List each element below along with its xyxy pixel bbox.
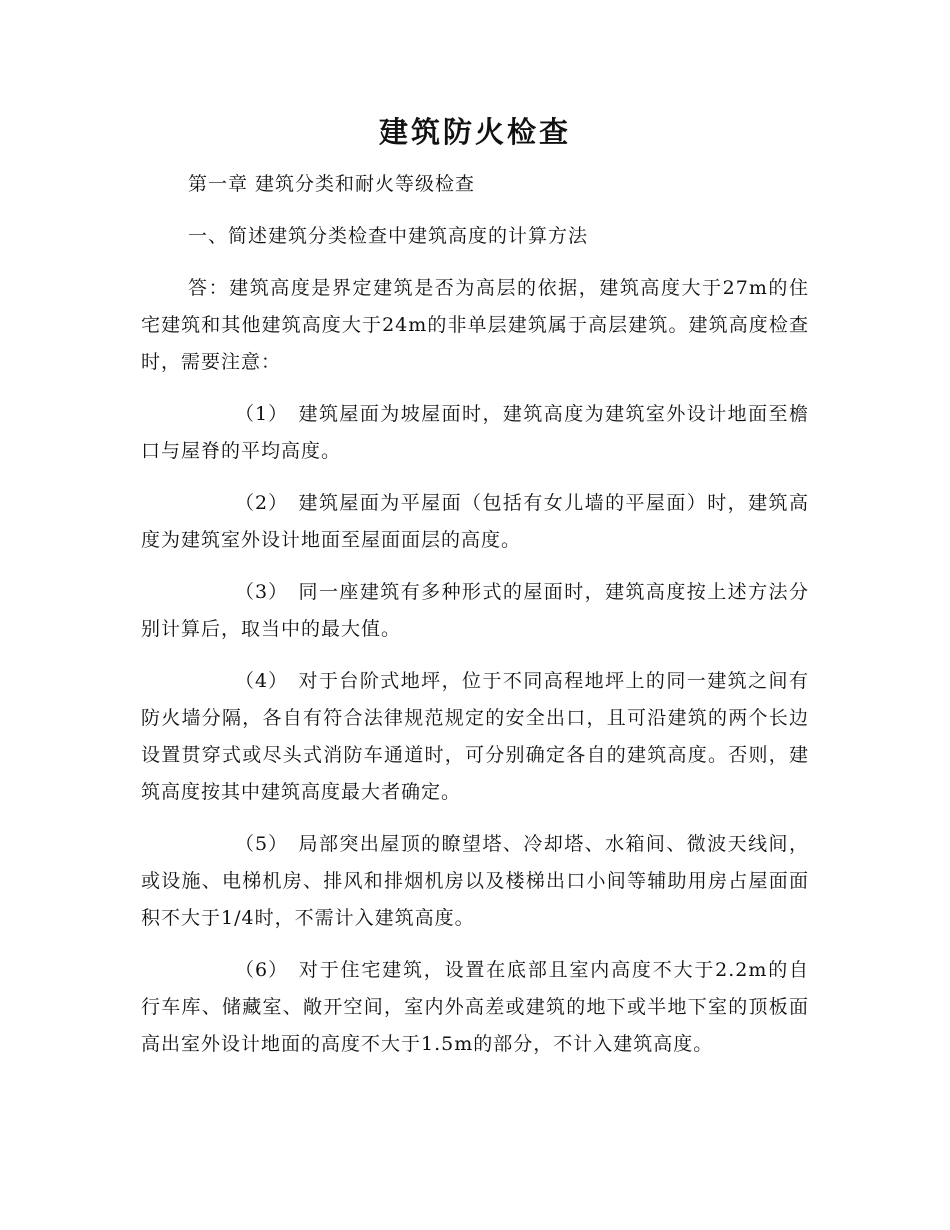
document-title: 建筑防火检查 <box>378 115 571 149</box>
list-item-text: 对于住宅建筑，设置在底部且室内高度不大于2.2m的自行车库、储藏室、敞开空间，室内外高差或建筑的地下或半地下室的顶板面高出室外设计地面的高度不大于1.5m的部分，不计入建筑高度。 <box>141 959 809 1055</box>
list-item <box>141 485 809 559</box>
list-item <box>141 952 809 1063</box>
chapter-heading: 第一章 建筑分类和耐火等级检查 <box>188 173 476 195</box>
list-item <box>141 826 809 937</box>
list-item-text: 建筑屋面为坡屋面时，建筑高度为建筑室外设计地面至檐口与屋脊的平均高度。 <box>141 403 809 462</box>
list-item-text: 建筑屋面为平屋面（包括有女儿墙的平屋面）时，建筑高度为建筑室外设计地面至屋面面层的高度。 <box>141 492 809 551</box>
question-heading: 一、简述建筑分类检查中建筑高度的计算方法 <box>188 225 589 247</box>
list-item-text: 局部突出屋顶的瞭望塔、冷却塔、水箱间、微波天线间，或设施、电梯机房、排风和排烟机房以及楼梯出口小间等辅助用房占屋面面积不大于1/4时，不需计入建筑高度。 <box>141 833 809 929</box>
document-body <box>141 166 809 1078</box>
list-item-number: （4） <box>235 670 289 692</box>
list-item-number: （6） <box>235 959 289 981</box>
list-item-number: （5） <box>235 833 289 855</box>
list-item-number: （3） <box>235 581 289 603</box>
list-item-text: 同一座建筑有多种形式的屋面时，建筑高度按上述方法分别计算后，取当中的最大值。 <box>141 581 809 640</box>
list-item <box>141 396 809 470</box>
list-item <box>141 663 809 811</box>
list-item-number: （1） <box>235 403 289 425</box>
list-item-text: 对于台阶式地坪，位于不同高程地坪上的同一建筑之间有防火墙分隔，各自有符合法律规范规定的安全出口，且可沿建筑的两个长边设置贯穿式或尽头式消防车通道时，可分别确定各自的建筑高度。否则，建筑高度按其中建筑高度最大者确定。 <box>141 670 809 803</box>
list-item <box>141 574 809 648</box>
answer-paragraph: 答：建筑高度是界定建筑是否为高层的依据，建筑高度大于27m的住宅建筑和其他建筑高度大于24m的非单层建筑属于高层建筑。建筑高度检查时，需要注意： <box>141 277 809 373</box>
list-item-number: （2） <box>235 492 289 514</box>
